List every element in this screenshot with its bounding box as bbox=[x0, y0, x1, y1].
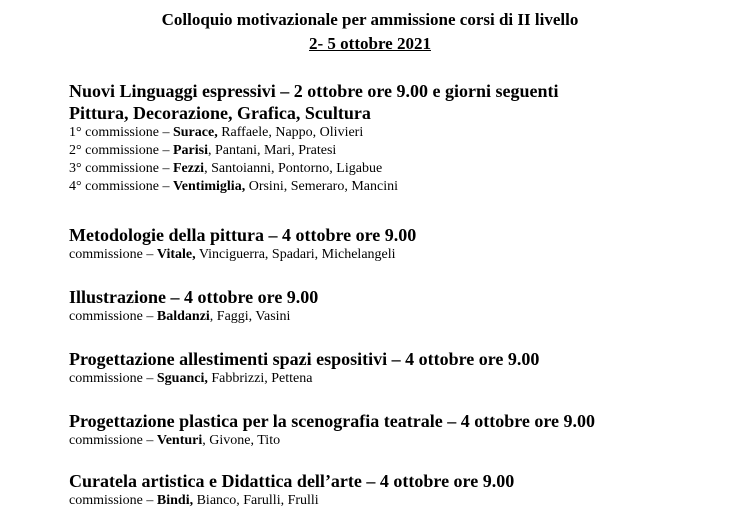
section-subtitle: Pittura, Decorazione, Grafica, Scultura bbox=[69, 103, 371, 123]
commission-prefix: 2° commissione – bbox=[69, 143, 173, 158]
section-title: Curatela artistica e Didattica dell’arte – 4 ottobre ore 9.00 bbox=[69, 471, 515, 491]
commission-prefix: commissione – bbox=[69, 493, 157, 508]
section-allestimenti bbox=[69, 348, 729, 388]
section-illustrazione bbox=[69, 286, 729, 326]
commission-prefix: commissione – bbox=[69, 247, 157, 262]
commission-prefix: 3° commissione – bbox=[69, 161, 173, 176]
section-title: Illustrazione – 4 ottobre ore 9.00 bbox=[69, 287, 319, 307]
commission-line bbox=[69, 178, 729, 196]
commission-line bbox=[69, 308, 729, 326]
commission-chair: Parisi bbox=[172, 143, 208, 158]
commission-line bbox=[69, 492, 729, 510]
commission-members: Raffaele, Nappo, Olivieri bbox=[217, 125, 364, 140]
commission-members: Orsini, Semeraro, Mancini bbox=[245, 179, 398, 194]
commission-members: , Santoianni, Pontorno, Ligabue bbox=[204, 161, 383, 176]
section-scenografia bbox=[69, 410, 729, 450]
section-metodologie-pittura bbox=[69, 224, 729, 264]
commission-line bbox=[69, 246, 729, 264]
section-title: Progettazione plastica per la scenografia teatrale – 4 ottobre ore 9.00 bbox=[69, 411, 596, 431]
commission-line bbox=[69, 124, 729, 142]
commission-chair: Ventimiglia, bbox=[172, 179, 246, 194]
commission-chair: Venturi bbox=[156, 433, 203, 448]
commission-members: , Givone, Tito bbox=[202, 433, 281, 448]
commission-members: , Pantani, Mari, Pratesi bbox=[207, 143, 337, 158]
commission-prefix: commissione – bbox=[69, 433, 157, 448]
commission-line bbox=[69, 370, 729, 388]
commission-chair: Bindi, bbox=[156, 493, 194, 508]
commission-chair: Vitale, bbox=[156, 247, 196, 262]
commission-members: , Faggi, Vasini bbox=[209, 309, 291, 324]
document-dates: 2- 5 ottobre 2021 bbox=[309, 34, 431, 53]
commission-line bbox=[69, 160, 729, 178]
section-title: Nuovi Linguaggi espressivi – 2 ottobre ore 9.00 e giorni seguenti bbox=[69, 81, 559, 101]
commission-chair: Baldanzi bbox=[156, 309, 210, 324]
commission-line bbox=[69, 432, 729, 450]
commission-chair: Fezzi bbox=[172, 161, 205, 176]
section-title: Progettazione allestimenti spazi espositivi – 4 ottobre ore 9.00 bbox=[69, 349, 540, 369]
commission-members: Vinciguerra, Spadari, Michelangeli bbox=[195, 247, 396, 262]
commission-members: Fabbrizzi, Pettena bbox=[207, 371, 313, 386]
document-title: Colloquio motivazionale per ammissione corsi di II livello bbox=[161, 10, 579, 29]
commission-line bbox=[69, 142, 729, 160]
section-nuovi-linguaggi bbox=[69, 80, 729, 196]
commission-prefix: 4° commissione – bbox=[69, 179, 173, 194]
commission-prefix: commissione – bbox=[69, 371, 157, 386]
section-curatela bbox=[69, 470, 729, 510]
section-title: Metodologie della pittura – 4 ottobre ore 9.00 bbox=[69, 225, 417, 245]
commission-chair: Surace, bbox=[172, 125, 218, 140]
commission-prefix: commissione – bbox=[69, 309, 157, 324]
commission-chair: Sguanci, bbox=[156, 371, 208, 386]
commission-members: Bianco, Farulli, Frulli bbox=[193, 493, 319, 508]
commission-prefix: 1° commissione – bbox=[69, 125, 173, 140]
